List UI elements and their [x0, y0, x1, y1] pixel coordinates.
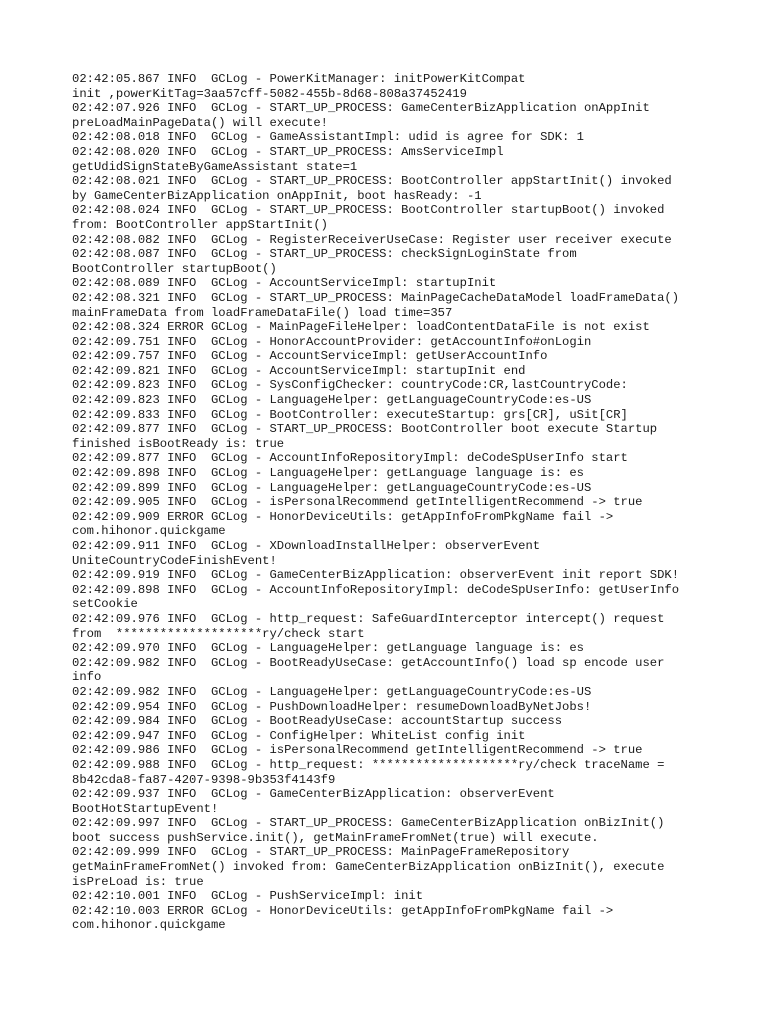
- log-line: 02:42:07.926 INFO GCLog - START_UP_PROCESS: GameCenterBizApplication onAppInit: [72, 101, 650, 116]
- log-line: 02:42:09.899 INFO GCLog - LanguageHelper: getLanguageCountryCode:es-US: [72, 480, 592, 495]
- log-line: boot success pushService.init(), getMainFrameFromNet(true) will execute.: [72, 830, 599, 845]
- log-line: info: [72, 670, 102, 685]
- log-line: 02:42:08.020 INFO GCLog - START_UP_PROCESS: AmsServiceImpl: [72, 144, 504, 159]
- log-line: 02:42:08.082 INFO GCLog - RegisterReceiverUseCase: Register user receiver execute: [72, 232, 672, 247]
- log-line: 02:42:09.898 INFO GCLog - LanguageHelper: getLanguage language is: es: [72, 466, 584, 481]
- log-line: 02:42:08.089 INFO GCLog - AccountServiceImpl: startupInit: [72, 276, 497, 291]
- log-line: 02:42:08.087 INFO GCLog - START_UP_PROCESS: checkSignLoginState from: [72, 247, 577, 262]
- log-line: UniteCountryCodeFinishEvent!: [72, 553, 277, 568]
- log-line: 02:42:08.321 INFO GCLog - START_UP_PROCESS: MainPageCacheDataModel loadFrameData(): [72, 290, 680, 305]
- log-line: 02:42:08.024 INFO GCLog - START_UP_PROCESS: BootController startupBoot() invoked: [72, 203, 665, 218]
- log-line: 02:42:09.911 INFO GCLog - XDownloadInstallHelper: observerEvent: [72, 539, 541, 553]
- log-line: 02:42:09.947 INFO GCLog - ConfigHelper: WhiteList config init: [72, 728, 526, 743]
- log-line: 02:42:08.324 ERROR GCLog - MainPageFileHelper: loadContentDataFile is not exist: [72, 320, 650, 335]
- log-line: getUdidSignStateByGameAssistant state=1: [72, 159, 358, 174]
- log-line: 02:42:09.997 INFO GCLog - START_UP_PROCESS: GameCenterBizApplication onBizInit(): [72, 816, 665, 831]
- log-line: 02:42:09.877 INFO GCLog - START_UP_PROCESS: BootController boot execute Startup: [72, 422, 658, 437]
- log-line: getMainFrameFromNet() invoked from: GameCenterBizApplication onBizInit(), execute: [72, 860, 665, 875]
- log-line: com.hihonor.quickgame: [72, 918, 226, 933]
- log-line: 02:42:09.909 ERROR GCLog - HonorDeviceUtils: getAppInfoFromPkgName fail ->: [72, 509, 614, 524]
- log-line: 02:42:09.986 INFO GCLog - isPersonalRecommend getIntelligentRecommend -> true: [72, 743, 643, 758]
- log-line: BootHotStartupEvent!: [72, 801, 219, 816]
- log-line: from ********************ry/check start: [72, 626, 365, 641]
- log-line: isPreLoad is: true: [72, 874, 204, 889]
- log-line: BootController startupBoot(): [72, 261, 277, 276]
- log-line: init ,powerKitTag=3aa57cff-5082-455b-8d68-808a37452419: [72, 86, 467, 101]
- log-line: 02:42:09.970 INFO GCLog - LanguageHelper: getLanguage language is: es: [72, 641, 584, 656]
- log-line: 02:42:09.823 INFO GCLog - LanguageHelper: getLanguageCountryCode:es-US: [72, 393, 592, 408]
- log-line: 02:42:08.021 INFO GCLog - START_UP_PROCESS: BootController appStartInit() invoked: [72, 174, 672, 189]
- log-line: 02:42:09.984 INFO GCLog - BootReadyUseCase: accountStartup success: [72, 714, 563, 729]
- log-line: 02:42:09.976 INFO GCLog - http_request: SafeGuardInterceptor intercept() request: [72, 611, 665, 626]
- log-line: com.hihonor.quickgame: [72, 524, 226, 539]
- log-line: 02:42:09.751 INFO GCLog - HonorAccountProvider: getAccountInfo#onLogin: [72, 334, 592, 349]
- log-line: 02:42:09.821 INFO GCLog - AccountServiceImpl: startupInit end: [72, 363, 526, 378]
- log-line: 02:42:09.757 INFO GCLog - AccountServiceImpl: getUserAccountInfo: [72, 349, 548, 364]
- log-line: 02:42:09.999 INFO GCLog - START_UP_PROCESS: MainPageFrameRepository: [72, 845, 570, 860]
- log-line: 02:42:08.018 INFO GCLog - GameAssistantImpl: udid is agree for SDK: 1: [72, 130, 584, 145]
- log-line: 02:42:09.937 INFO GCLog - GameCenterBizApplication: observerEvent: [72, 787, 555, 802]
- log-line: from: BootController appStartInit(): [72, 217, 328, 232]
- log-line: 02:42:10.001 INFO GCLog - PushServiceImpl: init: [72, 889, 424, 904]
- log-line: preLoadMainPageData() will execute!: [72, 115, 328, 130]
- log-line: 02:42:09.877 INFO GCLog - AccountInfoRepositoryImpl: deCodeSpUserInfo start: [72, 451, 628, 466]
- log-line: 02:42:09.982 INFO GCLog - BootReadyUseCase: getAccountInfo() load sp encode user: [72, 655, 665, 670]
- log-line: 02:42:09.905 INFO GCLog - isPersonalRecommend getIntelligentRecommend -> true: [72, 495, 643, 510]
- log-line: 02:42:09.982 INFO GCLog - LanguageHelper: getLanguageCountryCode:es-US: [72, 684, 592, 699]
- log-line: setCookie: [72, 597, 138, 612]
- log-line: 02:42:05.867 INFO GCLog - PowerKitManager: initPowerKitCompat: [72, 72, 526, 86]
- log-line: 02:42:09.898 INFO GCLog - AccountInfoRepositoryImpl: deCodeSpUserInfo: getUserInfo: [72, 582, 680, 597]
- log-line: by GameCenterBizApplication onAppInit, boot hasReady: -1: [72, 188, 482, 203]
- log-line: finished isBootReady is: true: [72, 436, 285, 451]
- log-line: 02:42:09.823 INFO GCLog - SysConfigChecker: countryCode:CR,lastCountryCode:: [72, 378, 628, 393]
- log-line: 02:42:09.988 INFO GCLog - http_request: ********************ry/check traceName =: [72, 757, 665, 772]
- log-line: 02:42:09.954 INFO GCLog - PushDownloadHelper: resumeDownloadByNetJobs!: [72, 699, 592, 714]
- log-body: [72, 72, 702, 933]
- log-line: 02:42:09.833 INFO GCLog - BootController: executeStartup: grs[CR], uSit[CR]: [72, 407, 628, 422]
- log-line: 02:42:09.919 INFO GCLog - GameCenterBizApplication: observerEvent init report SDK!: [72, 568, 680, 583]
- log-document: [72, 72, 702, 933]
- log-line: 02:42:10.003 ERROR GCLog - HonorDeviceUtils: getAppInfoFromPkgName fail ->: [72, 903, 614, 918]
- log-line: 8b42cda8-fa87-4207-9398-9b353f4143f9: [72, 772, 336, 787]
- log-line: mainFrameData from loadFrameDataFile() load time=357: [72, 305, 453, 320]
